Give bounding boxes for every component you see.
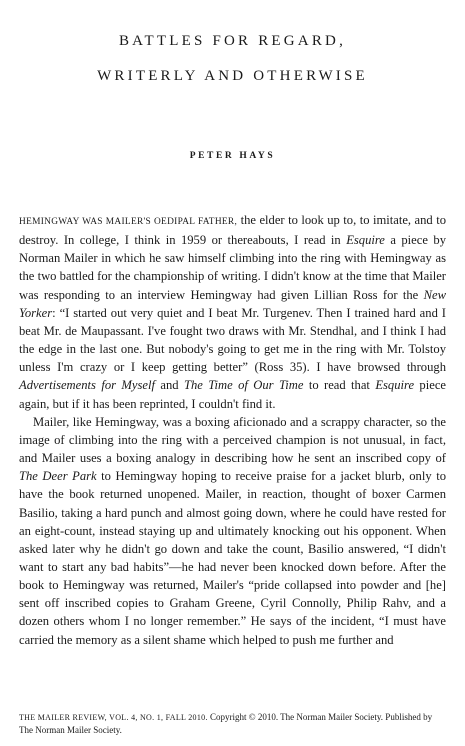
author-name: PETER HAYS xyxy=(189,151,276,161)
journal-page xyxy=(19,0,446,746)
italic-title: Advertisements for Myself xyxy=(19,378,155,393)
text-run: piece again, but if it has been reprinted, I couldn't find it. xyxy=(19,378,446,411)
text-run: a piece by Norman Mailer in which he saw himself climbing into the ring with Hemingway as the two battled for the championship of writing. I didn't know at the time that Mailer was responding to an interview Hemingway had given Lillian Ross for the xyxy=(19,233,446,302)
text-run: : “I started out very quiet and I beat Mr. Turgenev. Then I trained hard and I beat Mr. de Maupassant. I've fought two draws with Mr. Stendhal, and I think I had the edge in the last one. But nobody's going to get me in the ring with Mr. Tolstoy unless I'm crazy or I keep getting better” (Ross 35). I have browsed through xyxy=(19,305,446,375)
paragraph-1 xyxy=(19,211,446,413)
copyright-footer xyxy=(19,711,446,736)
paragraph-2 xyxy=(19,413,446,649)
copyright-text: Copyright © 2010. The Norman Mailer Society. Published by The Norman Mailer Society. xyxy=(19,712,433,735)
text-run: and xyxy=(154,378,184,393)
italic-title: The Time of Our Time xyxy=(183,378,304,393)
opening-smallcaps: HEMINGWAY WAS MAILER'S OEDIPAL FATHER, xyxy=(19,217,238,227)
article-title-line-1: BATTLES FOR REGARD, xyxy=(118,33,347,49)
text-run: the elder to look up to, to imitate, and to destroy. In college, I think in 1959 or thereabouts, I read in xyxy=(19,213,446,248)
text-run: to Hemingway hoping to receive praise for a jacket blurb, only to have the book returned unopened. Mailer, in reaction, thought of boxer Carmen Basilio, taking a hard punch and almost going down, where he could have rested for an eight-count, instead staying up and ultimately knocking out his opponent. When asked later why he didn't go down and take the count, Basilio answered, “I didn't want to start any bad habits”—he had never been knocked down before. After the book to Hemingway was returned, Mailer's “pride collapsed into powder and [he] sent off inscribed copies to Graham Greene, Cyril Connolly, Philip Rahv, and a dozen others whom I no longer remember.” He says of the incident, “I must have carried the memory as a silent shame which helped to push me further and xyxy=(19,469,446,647)
journal-citation: THE MAILER REVIEW, VOL. 4, NO. 1, FALL 2010. xyxy=(19,713,208,722)
italic-title: The Deer Park xyxy=(19,469,97,484)
italic-title: New Yorker xyxy=(19,287,446,320)
article-body xyxy=(19,211,446,649)
italic-title: Esquire xyxy=(375,378,415,393)
italic-title: Esquire xyxy=(346,233,385,248)
article-title-line-2: WRITERLY AND OTHERWISE xyxy=(97,68,368,84)
text-run: Mailer, like Hemingway, was a boxing aficionado and a scrappy character, so the image of climbing into the ring with a perceived champion is not unusual, in fact, and Mailer uses a boxing analogy in describing how he sent an inscribed copy of xyxy=(19,414,446,466)
text-run: to read that xyxy=(303,378,376,393)
